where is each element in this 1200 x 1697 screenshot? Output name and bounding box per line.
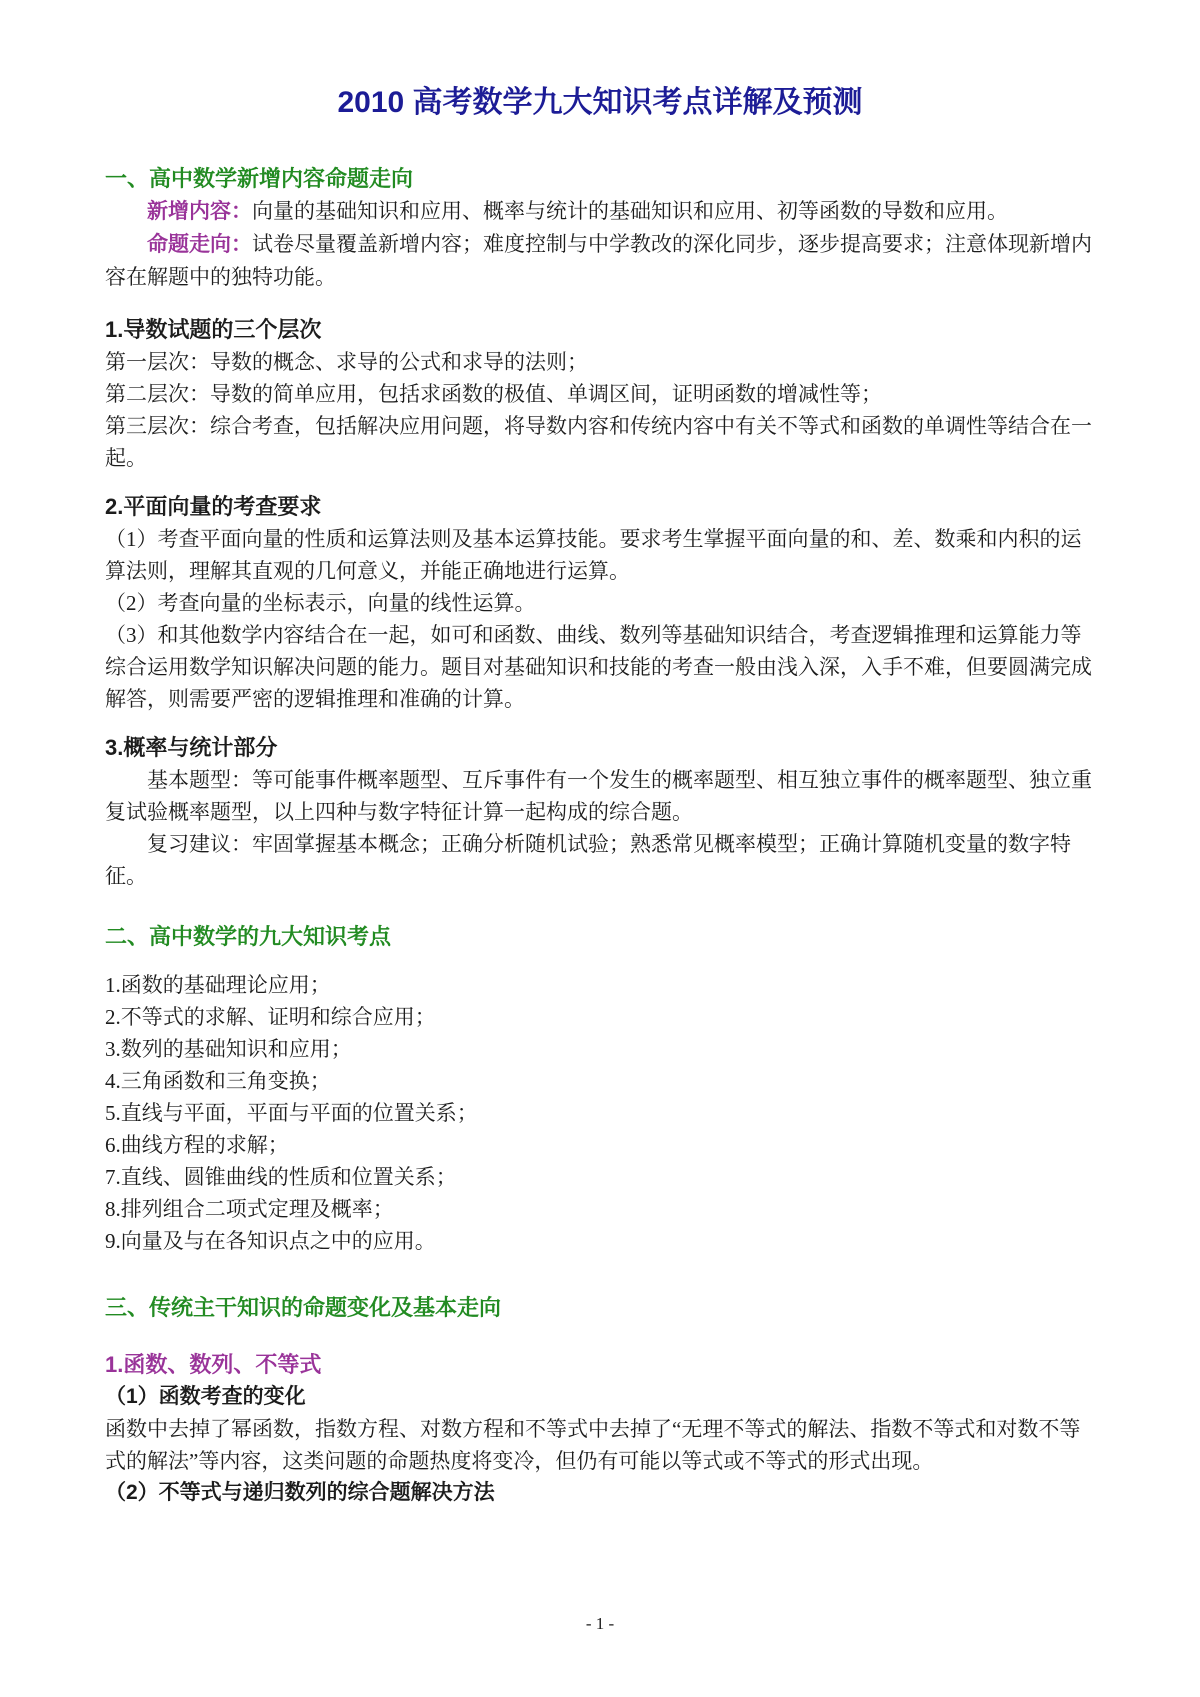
probability-basic-types: 基本题型：等可能事件概率题型、互斥事件有一个发生的概率题型、相互独立事件的概率题型、独立重复试验概率题型，以上四种与数字特征计算一起构成的综合题。 [105, 768, 1092, 824]
vector-point-1: （1）考查平面向量的性质和运算法则及基本运算技能。要求考生掌握平面向量的和、差、数乘和内积的运算法则，理解其直观的几何意义，并能正确地进行运算。 [105, 527, 1082, 583]
derivative-level-2: 第二层次：导数的简单应用，包括求函数的极值、单调区间，证明函数的增减性等； [105, 382, 882, 406]
list-item: 4.三角函数和三角变换； [105, 1069, 331, 1093]
new-content-text: 向量的基础知识和应用、概率与统计的基础知识和应用、初等函数的导数和应用。 [252, 199, 1008, 223]
list-item: 1.函数的基础理论应用； [105, 973, 331, 997]
section-2-heading: 二、高中数学的九大知识考点 [105, 924, 392, 949]
point-1-text: 函数中去掉了幂函数，指数方程、对数方程和不等式中去掉了“无理不等式的解法、指数不等式和对数不等式的解法”等内容，这类问题的命题热度将变冷，但仍有可能以等式或不等式的形式出现。 [105, 1417, 1081, 1473]
page-title: 2010 高考数学九大知识考点详解及预测 [337, 86, 863, 119]
page-number: - 1 - [585, 1614, 615, 1633]
list-item: 7.直线、圆锥曲线的性质和位置关系； [105, 1165, 457, 1189]
paragraph-new-content [105, 195, 1095, 228]
point-2-title: （2）不等式与递归数列的综合题解决方法 [105, 1481, 495, 1504]
derivative-level-1: 第一层次：导数的概念、求导的公式和求导的法则； [105, 350, 588, 374]
list-item: 2.不等式的求解、证明和综合应用； [105, 1005, 436, 1029]
list-item: 5.直线与平面，平面与平面的位置关系； [105, 1101, 478, 1125]
derivative-level-3: 第三层次：综合考查，包括解决应用问题，将导数内容和传统内容中有关不等式和函数的单调性等结合在一起。 [105, 414, 1092, 470]
subsection-vector-title: 2.平面向量的考查要求 [105, 494, 322, 519]
subsection-function-sequence-inequality-title: 1.函数、数列、不等式 [105, 1352, 322, 1377]
proposition-trend-text: 试卷尽量覆盖新增内容；难度控制与中学教改的深化同步，逐步提高要求；注意体现新增内容在解题中的独特功能。 [105, 232, 1092, 289]
vector-point-3: （3）和其他数学内容结合在一起，如可和函数、曲线、数列等基础知识结合，考查逻辑推理和运算能力等综合运用数学知识解决问题的能力。题目对基础知识和技能的考查一般由浅入深，入手不难，但要圆满完成解答，则需要严密的逻辑推理和准确的计算。 [105, 623, 1092, 711]
point-1-title: （1）函数考查的变化 [105, 1385, 306, 1408]
vector-point-2: （2）考查向量的坐标表示，向量的线性运算。 [105, 591, 536, 615]
paragraph-proposition-trend [105, 228, 1095, 293]
subsection-probability-title: 3.概率与统计部分 [105, 735, 278, 760]
section-1-heading: 一、高中数学新增内容命题走向 [105, 166, 414, 191]
new-content-label: 新增内容： [147, 200, 252, 223]
section-3-heading: 三、传统主干知识的命题变化及基本走向 [105, 1295, 502, 1320]
proposition-trend-label: 命题走向： [147, 233, 252, 256]
probability-review-advice: 复习建议：牢固掌握基本概念；正确分析随机试验；熟悉常见概率模型；正确计算随机变量的数字特征。 [105, 832, 1071, 888]
subsection-derivative-title: 1.导数试题的三个层次 [105, 317, 322, 342]
list-item: 8.排列组合二项式定理及概率； [105, 1197, 394, 1221]
list-item: 3.数列的基础知识和应用； [105, 1037, 352, 1061]
list-item: 9.向量及与在各知识点之中的应用。 [105, 1229, 436, 1253]
knowledge-points-list [105, 969, 1095, 1257]
list-item: 6.曲线方程的求解； [105, 1133, 289, 1157]
